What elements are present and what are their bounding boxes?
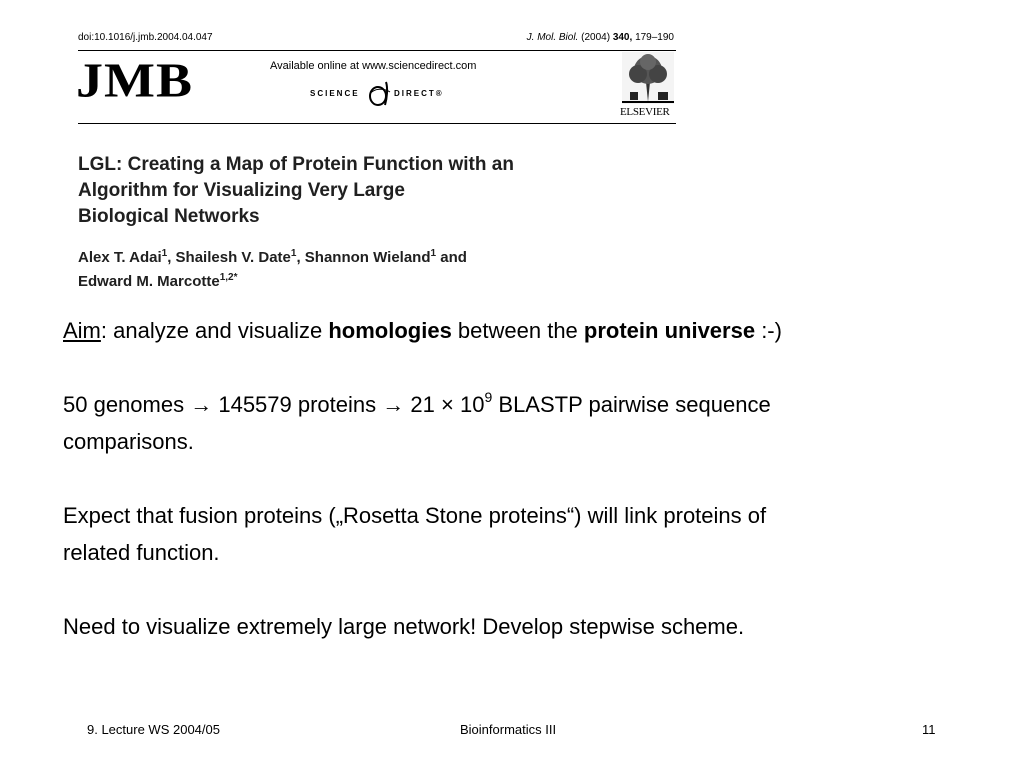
count-exponent: 9 (484, 388, 493, 405)
expect-line: Expect that fusion proteins („Rosetta Stone proteins“) will link proteins of (63, 503, 767, 528)
need-line: Need to visualize extremely large network! Develop stepwise scheme. (63, 614, 745, 639)
author-affiliation: 1 (430, 248, 437, 259)
aim-text: :-) (755, 318, 782, 343)
elsevier-tree-icon (622, 52, 674, 104)
sciencedirect-left: SCIENCE (310, 89, 360, 98)
author-affiliation: 1 (290, 248, 297, 259)
blastp-text: BLASTP pairwise sequence (498, 392, 771, 417)
footer-page-number: 11 (922, 722, 936, 737)
genomes-text: 50 genomes (63, 392, 185, 417)
aim-text: : analyze and visualize (100, 318, 329, 343)
count-text: 21 (410, 392, 435, 417)
proteins-text: 145579 proteins (218, 392, 377, 417)
slide-body (63, 312, 963, 645)
comparisons-text: comparisons. (63, 429, 194, 454)
author-affiliation: 1,2* (219, 272, 238, 283)
slide-footer (0, 722, 1024, 742)
author-name: Shannon Wieland (304, 249, 431, 266)
title-line: Biological Networks (78, 206, 260, 227)
journal-pages: 179–190 (635, 32, 674, 43)
right-arrow-icon: → (190, 392, 213, 417)
header-rule-top (78, 50, 676, 51)
journal-year: (2004) (581, 32, 611, 43)
header-rule-bottom (78, 123, 676, 124)
times-icon: × (441, 392, 454, 417)
aim-keyword-protein-universe: protein universe (583, 318, 756, 343)
author-name: Edward M. Marcotte (78, 273, 220, 290)
paper-title (78, 152, 678, 230)
expect-paragraph (63, 497, 963, 571)
citation-row (78, 30, 676, 46)
elsevier-logo (620, 52, 676, 122)
right-arrow-icon: → (382, 392, 405, 417)
jmb-logo: JMB (76, 53, 193, 108)
author-affiliation: 1 (161, 248, 168, 259)
expect-line: related function. (63, 540, 220, 565)
availability-text: Available online at www.sciencedirect.com (270, 60, 477, 72)
aim-paragraph (63, 312, 963, 349)
doi-text: doi:10.1016/j.jmb.2004.04.047 (78, 32, 213, 43)
sciencedirect-d-icon (366, 78, 392, 108)
aim-label: Aim (63, 318, 101, 343)
sciencedirect-logo (310, 78, 500, 108)
sciencedirect-right: DIRECT® (394, 89, 444, 98)
title-line: Algorithm for Visualizing Very Large (78, 180, 405, 201)
genomes-paragraph (63, 386, 963, 460)
author-name: Shailesh V. Date (175, 249, 291, 266)
author-name: Alex T. Adai (78, 249, 162, 266)
footer-lecture: 9. Lecture WS 2004/05 (87, 722, 220, 737)
elsevier-wordmark: ELSEVIER (620, 106, 670, 118)
journal-abbrev: J. Mol. Biol. (526, 32, 579, 43)
title-line: LGL: Creating a Map of Protein Function with an (78, 154, 514, 175)
journal-citation (527, 32, 674, 43)
journal-volume: 340, (612, 32, 633, 43)
count-base: 10 (459, 392, 485, 417)
need-paragraph (63, 608, 963, 645)
paper-authors: Alex T. Adai$^1$, Shailesh V. Date$^1$, Shannon Wieland$^1$ and Edward M. Marcotte$^{1,2*}$ (78, 248, 467, 290)
aim-keyword-homologies: homologies (328, 318, 452, 343)
aim-text: between the (451, 318, 584, 343)
footer-course: Bioinformatics III (460, 722, 557, 737)
